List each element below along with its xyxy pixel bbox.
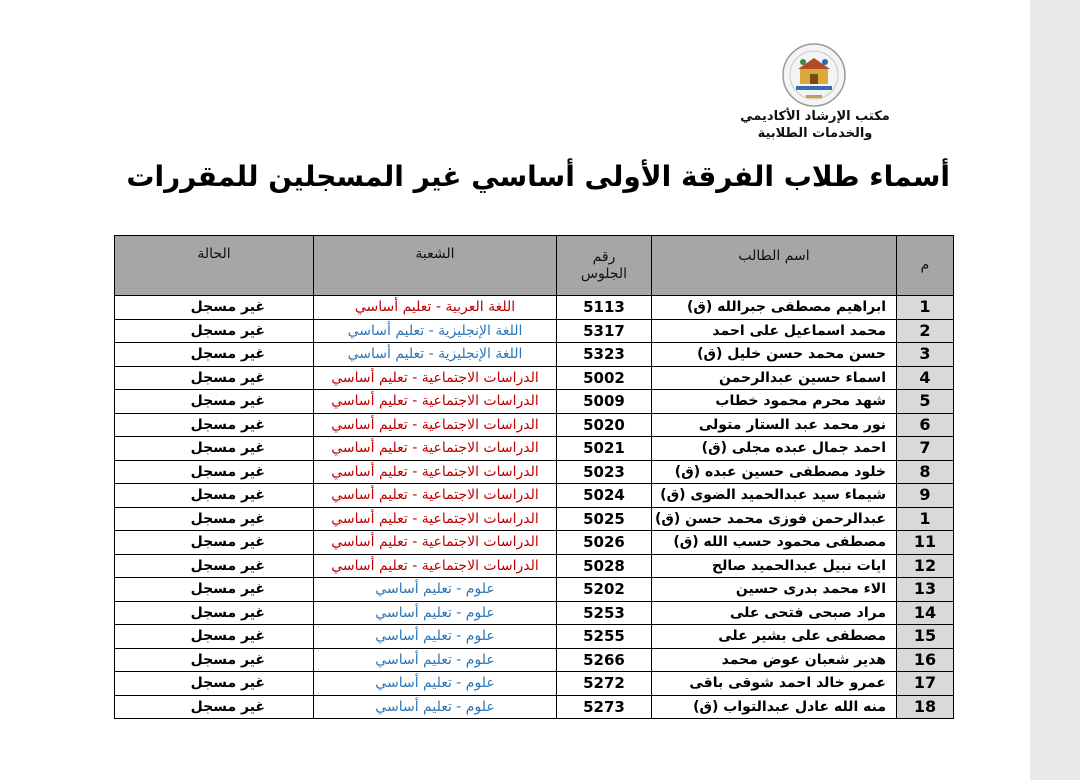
status: غير مسجل (115, 672, 314, 696)
seat-number: 5020 (557, 413, 652, 437)
branch: الدراسات الاجتماعية - تعليم أساسي (314, 531, 557, 555)
row-number: 7 (897, 437, 954, 461)
branch: الدراسات الاجتماعية - تعليم أساسي (314, 437, 557, 461)
seat-number: 5113 (557, 296, 652, 320)
seat-number: 5273 (557, 695, 652, 719)
header-seat-number (557, 236, 652, 296)
student-name: احمد جمال عبده مجلى (ق) (652, 437, 897, 461)
table-row (115, 343, 954, 367)
seat-number: 5024 (557, 484, 652, 508)
table-header-row (115, 236, 954, 296)
student-name: محمد اسماعيل على احمد (652, 319, 897, 343)
status: غير مسجل (115, 625, 314, 649)
branch: اللغة الإنجليزية - تعليم أساسي (314, 343, 557, 367)
table-row (115, 648, 954, 672)
table-row (115, 672, 954, 696)
table-row (115, 578, 954, 602)
row-number: 1 (897, 296, 954, 320)
row-number: 16 (897, 648, 954, 672)
status: غير مسجل (115, 601, 314, 625)
seat-number: 5266 (557, 648, 652, 672)
row-number: 15 (897, 625, 954, 649)
status: غير مسجل (115, 343, 314, 367)
row-number: 3 (897, 343, 954, 367)
row-number: 14 (897, 601, 954, 625)
header-student-name: اسم الطالب (652, 236, 897, 296)
row-number: 4 (897, 366, 954, 390)
status: غير مسجل (115, 460, 314, 484)
row-number: 6 (897, 413, 954, 437)
office-name (720, 108, 910, 142)
student-name: ابراهيم مصطفى جبرالله (ق) (652, 296, 897, 320)
student-name: مراد صبحى فتحى على (652, 601, 897, 625)
office-line-2: والخدمات الطلابية (757, 126, 873, 141)
student-name: ايات نبيل عبدالحميد صالح (652, 554, 897, 578)
table-row (115, 484, 954, 508)
table-row (115, 413, 954, 437)
seat-number: 5202 (557, 578, 652, 602)
row-number: 1 (897, 507, 954, 531)
table-row (115, 319, 954, 343)
status: غير مسجل (115, 695, 314, 719)
branch: علوم - تعليم أساسي (314, 695, 557, 719)
table-row (115, 437, 954, 461)
branch: الدراسات الاجتماعية - تعليم أساسي (314, 484, 557, 508)
student-name: مصطفى محمود حسب الله (ق) (652, 531, 897, 555)
seat-number: 5009 (557, 390, 652, 414)
status: غير مسجل (115, 531, 314, 555)
branch: الدراسات الاجتماعية - تعليم أساسي (314, 460, 557, 484)
table-row (115, 507, 954, 531)
branch: اللغة العربية - تعليم أساسي (314, 296, 557, 320)
student-name: عبدالرحمن فوزى محمد حسن (ق) (652, 507, 897, 531)
row-number: 9 (897, 484, 954, 508)
status: غير مسجل (115, 507, 314, 531)
seat-number: 5023 (557, 460, 652, 484)
page-title: أسماء طلاب الفرقة الأولى أساسي غير المسجلين للمقررات (126, 160, 950, 193)
student-name: حسن محمد حسن خليل (ق) (652, 343, 897, 367)
branch: علوم - تعليم أساسي (314, 672, 557, 696)
status: غير مسجل (115, 437, 314, 461)
table-row (115, 531, 954, 555)
faculty-logo-icon (778, 40, 850, 110)
header-number: م (897, 236, 954, 296)
students-table (114, 235, 954, 719)
office-line-1: مكتب الإرشاد الأكاديمي (740, 109, 890, 124)
student-name: عمرو خالد احمد شوقى باقى (652, 672, 897, 696)
student-name: خلود مصطفى حسين عبده (ق) (652, 460, 897, 484)
row-number: 13 (897, 578, 954, 602)
status: غير مسجل (115, 319, 314, 343)
row-number: 12 (897, 554, 954, 578)
table-row (115, 390, 954, 414)
student-name: مصطفى على بشير على (652, 625, 897, 649)
table-row (115, 460, 954, 484)
branch: علوم - تعليم أساسي (314, 625, 557, 649)
table-row (115, 366, 954, 390)
student-name: منه الله عادل عبدالتواب (ق) (652, 695, 897, 719)
student-name: هدير شعبان عوض محمد (652, 648, 897, 672)
header-branch: الشعبة (314, 236, 557, 296)
branch: علوم - تعليم أساسي (314, 578, 557, 602)
table-row (115, 554, 954, 578)
seat-number: 5323 (557, 343, 652, 367)
student-name: الاء محمد بدرى حسين (652, 578, 897, 602)
seat-number: 5253 (557, 601, 652, 625)
student-name: اسماء حسين عبدالرحمن (652, 366, 897, 390)
header-seat-line-1: رقم (592, 248, 616, 265)
row-number: 18 (897, 695, 954, 719)
row-number: 5 (897, 390, 954, 414)
student-name: شهد محرم محمود خطاب (652, 390, 897, 414)
student-name: نور محمد عبد الستار متولى (652, 413, 897, 437)
status: غير مسجل (115, 554, 314, 578)
status: غير مسجل (115, 648, 314, 672)
table-row (115, 695, 954, 719)
branch: علوم - تعليم أساسي (314, 648, 557, 672)
branch: علوم - تعليم أساسي (314, 601, 557, 625)
branch: الدراسات الاجتماعية - تعليم أساسي (314, 366, 557, 390)
seat-number: 5028 (557, 554, 652, 578)
table-row (115, 296, 954, 320)
row-number: 8 (897, 460, 954, 484)
seat-number: 5272 (557, 672, 652, 696)
status: غير مسجل (115, 366, 314, 390)
student-name: شيماء سيد عبدالحميد الضوى (ق) (652, 484, 897, 508)
row-number: 2 (897, 319, 954, 343)
table-row (115, 625, 954, 649)
row-number: 17 (897, 672, 954, 696)
status: غير مسجل (115, 413, 314, 437)
seat-number: 5021 (557, 437, 652, 461)
status: غير مسجل (115, 578, 314, 602)
branch: الدراسات الاجتماعية - تعليم أساسي (314, 390, 557, 414)
header-status: الحالة (115, 236, 314, 296)
status: غير مسجل (115, 484, 314, 508)
branch: الدراسات الاجتماعية - تعليم أساسي (314, 554, 557, 578)
row-number: 11 (897, 531, 954, 555)
branch: اللغة الإنجليزية - تعليم أساسي (314, 319, 557, 343)
status: غير مسجل (115, 296, 314, 320)
status: غير مسجل (115, 390, 314, 414)
header-seat-line-2: الجلوس (580, 265, 628, 282)
seat-number: 5255 (557, 625, 652, 649)
seat-number: 5002 (557, 366, 652, 390)
branch: الدراسات الاجتماعية - تعليم أساسي (314, 507, 557, 531)
table-row (115, 601, 954, 625)
seat-number: 5317 (557, 319, 652, 343)
seat-number: 5025 (557, 507, 652, 531)
seat-number: 5026 (557, 531, 652, 555)
branch: الدراسات الاجتماعية - تعليم أساسي (314, 413, 557, 437)
